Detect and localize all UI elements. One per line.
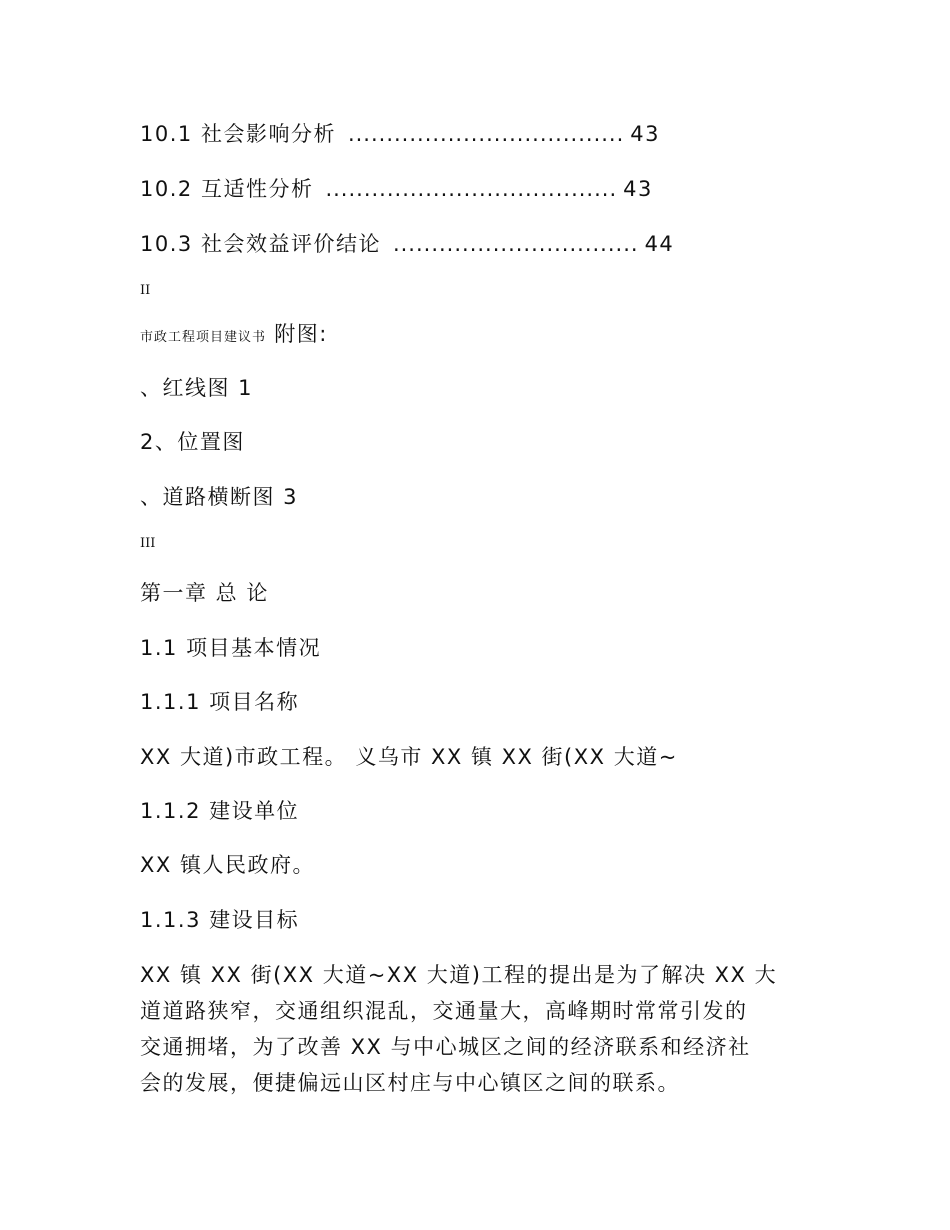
attachments-title: 附图: (274, 322, 328, 346)
paragraph-line: 会的发展，便捷偏远山区村庄与中心镇区之间的联系。 (140, 1071, 680, 1095)
toc-page: 43 (623, 177, 653, 201)
toc-entry-10-3 (140, 230, 674, 258)
chapter-title: 第一章 总 论 (140, 581, 269, 605)
section-heading-1-1-3: 1.1.3 建设目标 (140, 908, 300, 932)
toc-page: 44 (644, 232, 675, 256)
toc-entry-10-1 (140, 120, 660, 148)
project-name-text: XX 大道)市政工程。 义乌市 XX 镇 XX 街(XX 大道~ (140, 745, 678, 769)
toc-number: 10.3 (140, 232, 193, 256)
builder-text: XX 镇人民政府。 (140, 853, 315, 877)
toc-number: 10.2 (140, 177, 193, 201)
toc-page: 43 (630, 122, 660, 146)
section-heading-1-1-2: 1.1.2 建设单位 (140, 799, 300, 823)
toc-dots: .................................... (347, 122, 625, 146)
section-heading-1-1-1: 1.1.1 项目名称 (140, 690, 300, 714)
section-heading-1-1: 1.1 项目基本情况 (140, 636, 322, 660)
paragraph-line: XX 镇 XX 街(XX 大道~XX 大道)工程的提出是为了解决 XX 大 (140, 963, 778, 987)
page-marker-ii: II (140, 283, 151, 298)
attachment-item: 、道路横断图 3 (140, 485, 299, 509)
toc-title: 社会效益评价结论 (200, 232, 381, 256)
toc-entry-10-2 (140, 175, 653, 203)
toc-dots: ...................................... (325, 177, 618, 201)
attachment-item: 、红线图 1 (140, 376, 254, 400)
paragraph-line: 道道路狭窄，交通组织混乱，交通量大，高峰期时常常引发的 (140, 999, 748, 1023)
toc-number: 10.1 (140, 122, 193, 146)
goal-paragraph (140, 957, 820, 1101)
document-header: 市政工程项目建议书 (140, 330, 267, 345)
toc-title: 社会影响分析 (200, 122, 336, 146)
paragraph-line: 交通拥堵，为了改善 XX 与中心城区之间的经济联系和经济社 (140, 1035, 751, 1059)
toc-dots: ................................ (392, 232, 639, 256)
attachment-item: 2、位置图 (140, 430, 245, 454)
attachments-heading (140, 320, 328, 352)
page-marker-iii: III (140, 536, 156, 551)
toc-title: 互适性分析 (200, 177, 314, 201)
